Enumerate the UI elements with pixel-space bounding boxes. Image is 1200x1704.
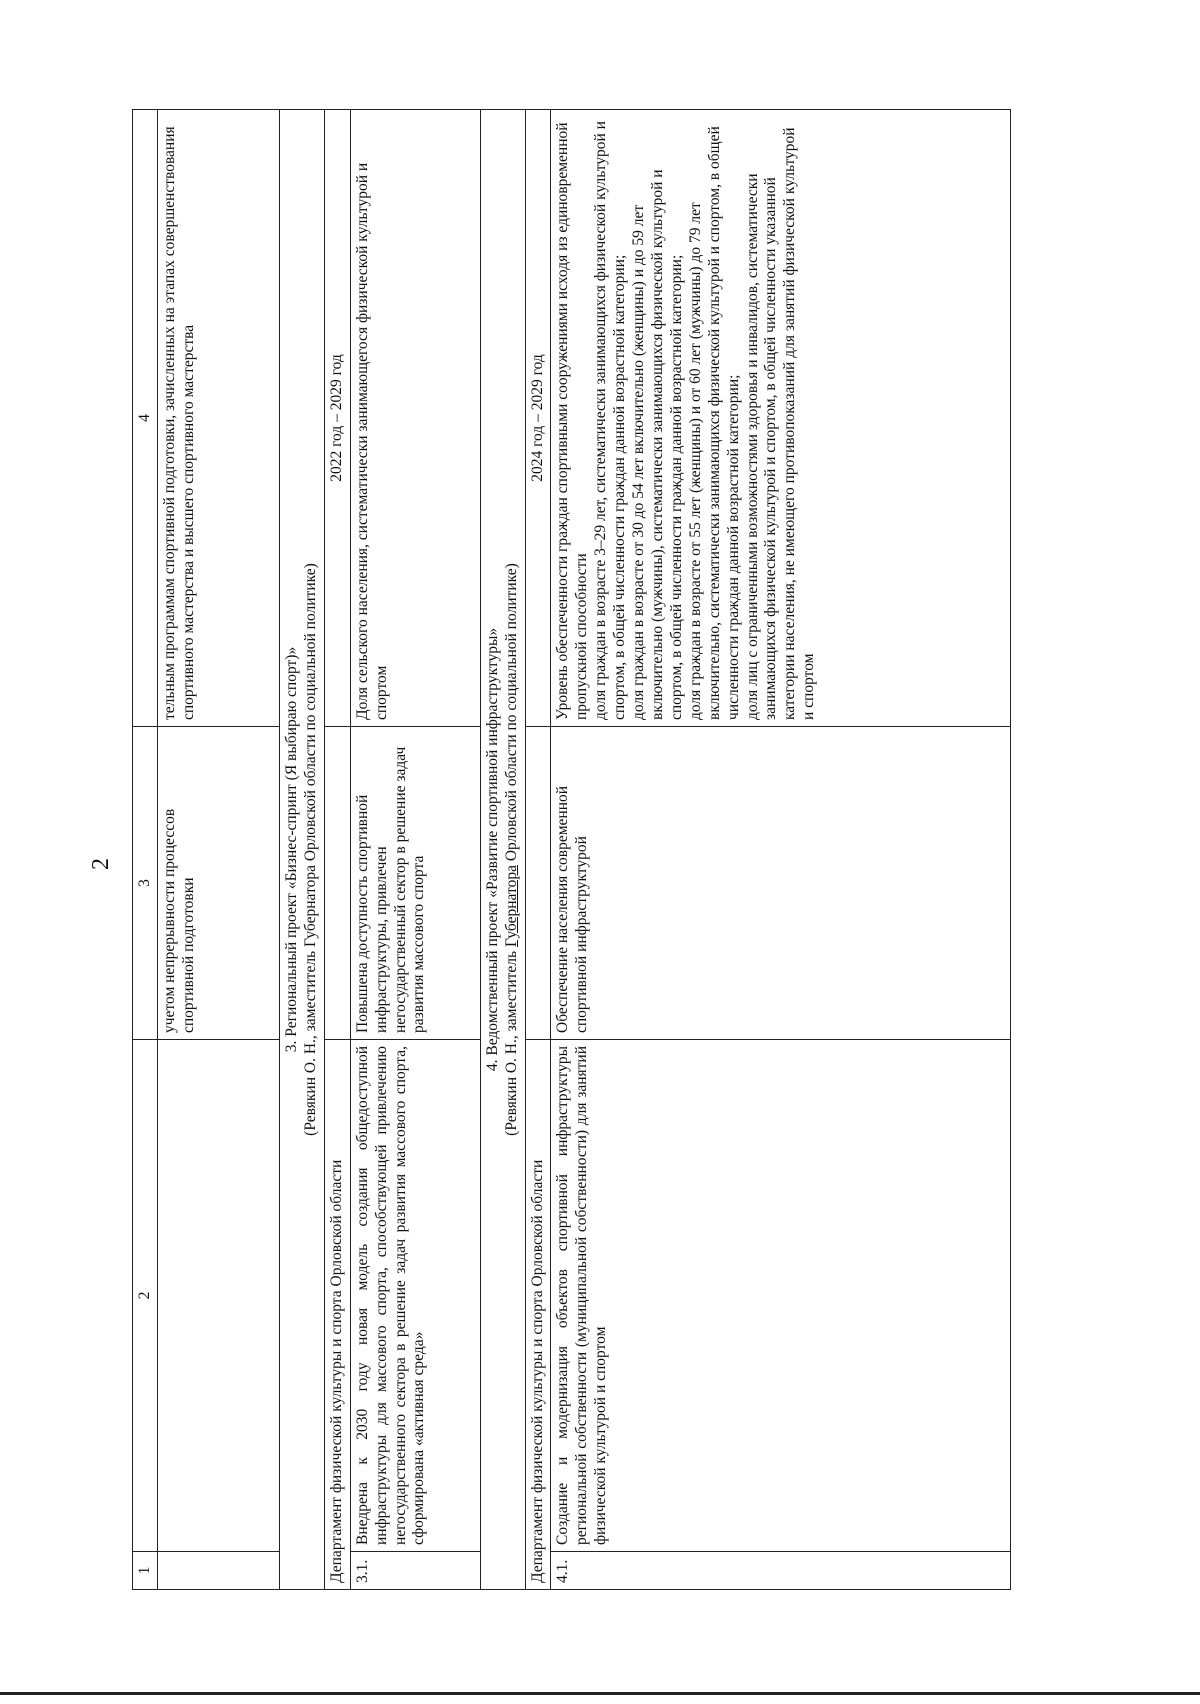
- continuation-effect: учетом непрерывности процессов спортивной подготовки: [158, 727, 280, 1040]
- program-table: [132, 109, 1011, 1590]
- scan-edge-line: [0, 1692, 1200, 1695]
- continuation-task: [158, 1040, 280, 1552]
- indicator-item: доля лиц с ограниченными возможностями здоровья и инвалидов, систематически занимающихся физической культурой и спортом, в общей численности указанной категории населения, не имеющего противопоказаний для занятий физической культурой и спортом: [743, 127, 818, 720]
- section-3-title: 3. Региональный проект «Бизнес-спринт (Я выбираю спорт)»: [283, 646, 300, 1053]
- row-3-1-number: 3.1.: [350, 1552, 480, 1590]
- continuation-row: [158, 110, 280, 1590]
- section-3-header: [280, 110, 325, 1590]
- row-4-1-task: Создание и модернизация объектов спортивной инфраструктуры региональной собственности (муниципальной собственности) для занятий физической культурой и спортом: [551, 1040, 1011, 1552]
- row-4-1-number: 4.1.: [551, 1552, 1011, 1590]
- continuation-indicator: тельным программам спортивной подготовки, зачисленных на этапах совершенствования спортивного мастерства и высшего спортивного мастерства: [158, 110, 280, 727]
- row-4-1-effect: Обеспечение населения современной спортивной инфраструктурой: [551, 727, 1011, 1040]
- section-3-responsible: (Ревякин О. Н., заместитель Губернатора Орловской области по социальной политике): [301, 563, 319, 1136]
- page-number: 2: [88, 858, 114, 870]
- section-4-dept-row: [525, 110, 551, 1590]
- indicator-item: доля граждан в возрасте от 55 лет (женщины) и от 60 лет (мужчины) до 79 лет включительно, систематически занимающихся физической культурой и спортом, в общей численности граждан данной возрастной категории;: [686, 126, 742, 720]
- section-3-dept-row: [324, 110, 350, 1590]
- indicator-item: доля граждан в возрасте 3–29 лет, систематически занимающихся физической культурой и спортом, в общей численности граждан данной возрастной категории;: [592, 121, 629, 720]
- header-row: [133, 110, 158, 1590]
- header-col-2: 2: [133, 1040, 158, 1552]
- table-row: [350, 110, 480, 1590]
- row-3-1-task: Внедрена к 2030 году новая модель создания общедоступной инфраструктуры для массового спорта, способствующей привлечению негосударственного сектора в решение задач развития массового спорта, сформирована «активная среда»: [350, 1040, 480, 1552]
- rotated-table-wrapper: [132, 110, 1092, 1590]
- section-4-department: Департамент физической культуры и спорта Орловской области: [525, 1040, 551, 1590]
- section-4-responsible: (Ревякин О. Н., заместитель Губернатора Орловской области по социальной политике): [502, 563, 520, 1136]
- header-col-4: 4: [133, 110, 158, 727]
- indicator-item: доля граждан в возрасте от 30 до 54 лет включительно (женщины) и до 59 лет включительно (мужчины), систематически занимающихся физической культурой и спортом, в общей численности граждан данной возрастной категории;: [630, 169, 685, 720]
- section-4-period: 2024 год – 2029 год: [525, 110, 551, 727]
- section-3-dept-empty: [324, 727, 350, 1040]
- section-3-period: 2022 год – 2029 год: [324, 110, 350, 727]
- header-col-3: 3: [133, 727, 158, 1040]
- row-3-1-indicator: Доля сельского населения, систематически занимающегося физической культурой и спортом: [350, 110, 480, 727]
- section-4-title: 4. Ведомственный проект «Развитие спортивной инфраструктуры»: [483, 627, 501, 1072]
- section-4-dept-empty: [525, 727, 551, 1040]
- table-row: [551, 110, 1011, 1590]
- section-3-department: Департамент физической культуры и спорта Орловской области: [324, 1040, 350, 1590]
- header-col-1: 1: [133, 1552, 158, 1590]
- row-3-1-effect: Повышена доступность спортивной инфраструктуры, привлечен негосударственный сектор в решение задач развития массового спорта: [350, 727, 480, 1040]
- continuation-num: [158, 1552, 280, 1590]
- indicator-item: Уровень обеспеченности граждан спортивными сооружениями исходя из единовременной пропускной способности: [554, 122, 591, 720]
- section-4-header: [480, 110, 525, 1590]
- row-4-1-indicators: [551, 110, 1011, 727]
